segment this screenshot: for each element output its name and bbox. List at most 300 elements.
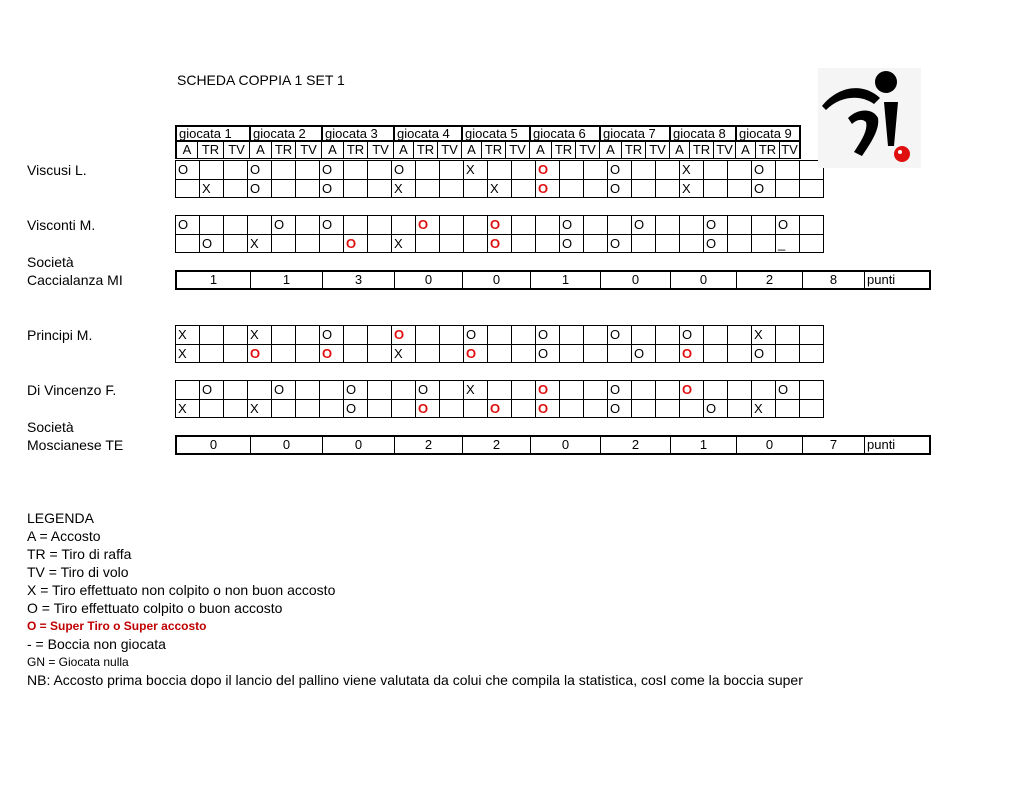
throw-cell: O (608, 380, 632, 399)
throw-cell (200, 344, 224, 363)
throw-cell (224, 399, 248, 418)
column-subheader: TV (505, 142, 529, 159)
throw-cell (656, 399, 680, 418)
total-score: 8 (803, 272, 865, 288)
throw-cell: X (248, 325, 272, 344)
player-grid (175, 380, 824, 418)
throw-cell (512, 399, 536, 418)
throw-cell (632, 234, 656, 253)
throw-cell (560, 325, 584, 344)
throw-cell (656, 179, 680, 198)
throw-cell: O (248, 344, 272, 363)
column-subheader: A (669, 142, 689, 159)
throw-cell: O (344, 234, 368, 253)
throw-cell: O (608, 325, 632, 344)
throw-cell (584, 179, 608, 198)
throw-cell (560, 344, 584, 363)
throw-cell (224, 325, 248, 344)
throw-cell (296, 380, 320, 399)
player-name: Principi M. (27, 327, 93, 343)
throw-cell (368, 179, 392, 198)
throw-cell (512, 344, 536, 363)
throw-cell (800, 234, 824, 253)
throw-cell: O (704, 234, 728, 253)
throw-cell (296, 179, 320, 198)
throw-cell: O (776, 380, 800, 399)
column-subheader: A (249, 142, 271, 159)
play-score: 1 (671, 437, 737, 453)
throw-cell (416, 179, 440, 198)
throw-cell: _ (776, 234, 800, 253)
grid-row (176, 234, 824, 253)
society-name: Moscianese TE (27, 437, 124, 453)
throw-cell (656, 234, 680, 253)
throw-cell: O (392, 325, 416, 344)
throw-cell (560, 380, 584, 399)
player-name: Viscusi L. (27, 162, 87, 178)
throw-cell (584, 344, 608, 363)
throw-cell: O (176, 160, 200, 179)
throw-cell: O (752, 344, 776, 363)
throw-cell (680, 234, 704, 253)
grid-row (176, 215, 824, 234)
legend-item-super: O = Super Tiro o Super accosto (27, 619, 207, 633)
throw-cell: O (680, 380, 704, 399)
throw-cell (512, 380, 536, 399)
throw-cell (368, 399, 392, 418)
throw-cell (632, 160, 656, 179)
throw-cell (800, 325, 824, 344)
throw-cell: O (272, 380, 296, 399)
throw-cell (272, 234, 296, 253)
throw-cell (392, 215, 416, 234)
throw-cell (440, 344, 464, 363)
play-score: 2 (601, 437, 671, 453)
play-score: 0 (601, 272, 671, 288)
throw-cell: O (248, 160, 272, 179)
throw-cell (272, 179, 296, 198)
throw-cell: O (536, 380, 560, 399)
legend-item: TV = Tiro di volo (27, 564, 129, 580)
throw-cell: X (680, 160, 704, 179)
throw-cell: O (248, 179, 272, 198)
play-score: 1 (177, 272, 251, 288)
play-score: 2 (395, 437, 463, 453)
throw-cell (728, 160, 752, 179)
throw-cell: O (536, 399, 560, 418)
throw-cell (440, 215, 464, 234)
throw-cell (608, 215, 632, 234)
throw-cell (512, 179, 536, 198)
throw-cell (512, 325, 536, 344)
column-subheader: A (735, 142, 755, 159)
player-name: Di Vincenzo F. (27, 382, 117, 398)
throw-cell (272, 325, 296, 344)
throw-cell: O (344, 380, 368, 399)
grid-row (176, 179, 824, 198)
throw-cell: O (416, 399, 440, 418)
throw-cell: O (536, 344, 560, 363)
throw-cell (752, 380, 776, 399)
throw-cell (392, 399, 416, 418)
throw-cell: X (176, 325, 200, 344)
play-score: 0 (737, 437, 803, 453)
throw-cell (800, 399, 824, 418)
throw-cell (488, 160, 512, 179)
legend-item: - = Boccia non giocata (27, 636, 166, 652)
society-name: Caccialanza MI (27, 272, 123, 288)
points-label: punti (867, 272, 896, 287)
throw-cell (512, 160, 536, 179)
column-subheader: TR (413, 142, 437, 159)
column-subheader: A (321, 142, 343, 159)
throw-cell (224, 234, 248, 253)
column-subheader: TR (621, 142, 645, 159)
column-subheader: TV (779, 142, 801, 159)
throw-cell: X (176, 344, 200, 363)
play-score: 0 (463, 272, 531, 288)
throw-cell: O (536, 179, 560, 198)
throw-cell: O (176, 215, 200, 234)
throw-cell (440, 234, 464, 253)
throw-cell (200, 399, 224, 418)
throw-cell: X (176, 399, 200, 418)
throw-cell (176, 234, 200, 253)
throw-cell (368, 215, 392, 234)
throw-cell (440, 399, 464, 418)
throw-cell (224, 160, 248, 179)
throw-cell (344, 325, 368, 344)
throw-cell: O (320, 215, 344, 234)
throw-cell (728, 380, 752, 399)
throw-cell (488, 380, 512, 399)
play-header: giocata 9 (735, 125, 801, 142)
throw-cell: O (416, 215, 440, 234)
throw-cell (776, 399, 800, 418)
throw-cell (320, 380, 344, 399)
throw-cell: X (248, 234, 272, 253)
grid-row (176, 325, 824, 344)
play-header: giocata 7 (599, 125, 669, 142)
throw-cell (560, 399, 584, 418)
throw-cell (368, 160, 392, 179)
throw-cell (776, 325, 800, 344)
throw-cell: O (632, 215, 656, 234)
throw-cell (584, 399, 608, 418)
throw-cell (224, 179, 248, 198)
society-label: Società (27, 419, 74, 435)
throw-cell (272, 399, 296, 418)
throw-cell: O (320, 325, 344, 344)
column-subheader: TR (755, 142, 779, 159)
throw-cell (464, 399, 488, 418)
throw-cell: O (320, 160, 344, 179)
grid-row (176, 344, 824, 363)
column-subheader: TR (551, 142, 575, 159)
throw-cell (632, 179, 656, 198)
throw-cell: O (752, 179, 776, 198)
player-grid (175, 160, 824, 198)
throw-cell: O (320, 344, 344, 363)
throw-cell (344, 344, 368, 363)
play-header: giocata 3 (321, 125, 393, 142)
score-table (175, 435, 931, 455)
column-subheader: TV (713, 142, 735, 159)
throw-cell (536, 215, 560, 234)
throw-cell (776, 160, 800, 179)
player-grid (175, 215, 824, 253)
legend-item: TR = Tiro di raffa (27, 546, 132, 562)
column-subheader: TR (343, 142, 367, 159)
throw-cell: O (488, 234, 512, 253)
column-subheader: A (175, 142, 197, 159)
throw-cell (344, 215, 368, 234)
throw-cell (464, 234, 488, 253)
column-subheader: A (393, 142, 413, 159)
throw-cell (416, 234, 440, 253)
throw-cell (464, 215, 488, 234)
throw-cell (320, 234, 344, 253)
play-header: giocata 5 (461, 125, 529, 142)
throw-cell (368, 380, 392, 399)
throw-cell (560, 179, 584, 198)
throw-cell (296, 325, 320, 344)
throw-cell: O (704, 399, 728, 418)
throw-cell: X (464, 160, 488, 179)
legend-item: A = Accosto (27, 528, 101, 544)
throw-cell: O (608, 179, 632, 198)
throw-cell: O (488, 399, 512, 418)
play-header: giocata 8 (669, 125, 735, 142)
throw-cell (704, 325, 728, 344)
throw-cell (728, 399, 752, 418)
throw-cell (800, 215, 824, 234)
total-score: 7 (803, 437, 865, 453)
throw-cell (632, 380, 656, 399)
throw-cell (776, 179, 800, 198)
play-score: 0 (395, 272, 463, 288)
throw-cell: O (608, 160, 632, 179)
throw-cell (656, 215, 680, 234)
play-header: giocata 2 (249, 125, 321, 142)
throw-cell: X (392, 179, 416, 198)
throw-cell (704, 160, 728, 179)
column-subheader: A (599, 142, 621, 159)
column-subheader: TV (645, 142, 669, 159)
throw-cell: O (392, 160, 416, 179)
throw-cell: O (272, 215, 296, 234)
play-score: 0 (251, 437, 323, 453)
throw-cell: O (608, 399, 632, 418)
throw-cell (272, 344, 296, 363)
throw-cell: O (416, 380, 440, 399)
throw-cell (296, 399, 320, 418)
throw-cell (416, 325, 440, 344)
throw-cell (656, 380, 680, 399)
play-score: 0 (177, 437, 251, 453)
throw-cell (584, 234, 608, 253)
throw-cell: X (488, 179, 512, 198)
play-score: 1 (251, 272, 323, 288)
throw-cell (368, 234, 392, 253)
throw-cell (224, 380, 248, 399)
throw-cell (272, 160, 296, 179)
play-score: 0 (531, 437, 601, 453)
throw-cell (728, 215, 752, 234)
throw-cell (680, 399, 704, 418)
throw-cell (440, 380, 464, 399)
column-subheader: TR (271, 142, 295, 159)
throw-cell (560, 160, 584, 179)
throw-cell: O (200, 234, 224, 253)
throw-cell (680, 215, 704, 234)
throw-cell: X (200, 179, 224, 198)
throw-cell (728, 344, 752, 363)
throw-cell (296, 234, 320, 253)
throw-cell (464, 179, 488, 198)
throw-cell: X (464, 380, 488, 399)
legend-title: LEGENDA (27, 510, 94, 526)
throw-cell (776, 344, 800, 363)
society-label: Società (27, 254, 74, 270)
throw-cell (512, 234, 536, 253)
throw-cell: X (248, 399, 272, 418)
throw-cell: X (752, 399, 776, 418)
throw-cell (440, 325, 464, 344)
throw-cell (728, 179, 752, 198)
throw-cell (656, 160, 680, 179)
column-subheader: TR (689, 142, 713, 159)
throw-cell: O (680, 325, 704, 344)
throw-cell (296, 215, 320, 234)
throw-cell (488, 325, 512, 344)
throw-cell (296, 160, 320, 179)
throw-cell (584, 160, 608, 179)
legend-item: X = Tiro effettuato non colpito o non buon accosto (27, 582, 336, 598)
column-subheader: A (461, 142, 481, 159)
throw-cell (176, 380, 200, 399)
legend-note: NB: Accosto prima boccia dopo il lancio del pallino viene valutata da colui che compila la statistica, cosI come la boccia super (27, 672, 803, 688)
throw-cell: X (392, 344, 416, 363)
play-subheader-row (175, 142, 801, 159)
grid-row (176, 380, 824, 399)
throw-cell (248, 380, 272, 399)
player-name: Visconti M. (27, 217, 96, 233)
throw-cell: O (680, 344, 704, 363)
throw-cell (200, 325, 224, 344)
throw-cell: O (344, 399, 368, 418)
throw-cell (296, 344, 320, 363)
play-score: 0 (671, 272, 737, 288)
throw-cell: O (560, 234, 584, 253)
throw-cell (752, 215, 776, 234)
throw-cell (416, 160, 440, 179)
play-header: giocata 4 (393, 125, 461, 142)
column-subheader: TV (575, 142, 599, 159)
throw-cell (704, 344, 728, 363)
play-score: 1 (531, 272, 601, 288)
throw-cell (584, 325, 608, 344)
column-subheader: TV (437, 142, 461, 159)
column-subheader: TV (367, 142, 393, 159)
throw-cell (368, 325, 392, 344)
throw-cell (488, 344, 512, 363)
score-table (175, 270, 931, 290)
throw-cell (416, 344, 440, 363)
legend-item: GN = Giocata nulla (27, 655, 129, 669)
throw-cell: O (632, 344, 656, 363)
throw-cell (728, 234, 752, 253)
legend-item: O = Tiro effettuato colpito o buon accosto (27, 600, 283, 616)
throw-cell (632, 399, 656, 418)
throw-cell: X (752, 325, 776, 344)
bocce-player-icon (818, 68, 921, 168)
throw-cell (200, 215, 224, 234)
throw-cell (704, 179, 728, 198)
throw-cell (704, 380, 728, 399)
column-subheader: TV (223, 142, 249, 159)
column-subheader: TV (295, 142, 321, 159)
throw-cell (656, 325, 680, 344)
throw-cell: O (200, 380, 224, 399)
throw-cell: O (536, 160, 560, 179)
throw-cell (752, 234, 776, 253)
throw-cell: O (464, 325, 488, 344)
throw-cell (656, 344, 680, 363)
column-subheader: TR (481, 142, 505, 159)
play-score: 3 (323, 272, 395, 288)
play-score: 0 (323, 437, 395, 453)
throw-cell (224, 215, 248, 234)
throw-cell (224, 344, 248, 363)
throw-cell (800, 344, 824, 363)
throw-cell (344, 160, 368, 179)
throw-cell: O (488, 215, 512, 234)
grid-row (176, 399, 824, 418)
throw-cell (320, 399, 344, 418)
throw-cell (632, 325, 656, 344)
player-grid (175, 325, 824, 363)
column-subheader: TR (197, 142, 223, 159)
throw-cell: O (752, 160, 776, 179)
throw-cell: O (704, 215, 728, 234)
throw-cell (512, 215, 536, 234)
throw-cell: X (392, 234, 416, 253)
play-header-row (175, 125, 801, 142)
legend (27, 509, 803, 689)
throw-cell: X (680, 179, 704, 198)
throw-cell (248, 215, 272, 234)
throw-cell (200, 160, 224, 179)
throw-cell (536, 234, 560, 253)
throw-cell (392, 380, 416, 399)
throw-cell: O (608, 234, 632, 253)
throw-cell (440, 160, 464, 179)
play-header: giocata 6 (529, 125, 599, 142)
points-label: punti (867, 437, 896, 452)
throw-cell (728, 325, 752, 344)
throw-cell (800, 179, 824, 198)
throw-cell: O (464, 344, 488, 363)
grid-row (176, 160, 824, 179)
column-subheader: A (529, 142, 551, 159)
throw-cell: O (320, 179, 344, 198)
throw-cell: O (776, 215, 800, 234)
throw-cell: O (536, 325, 560, 344)
throw-cell: O (560, 215, 584, 234)
play-score: 2 (463, 437, 531, 453)
throw-cell (368, 344, 392, 363)
